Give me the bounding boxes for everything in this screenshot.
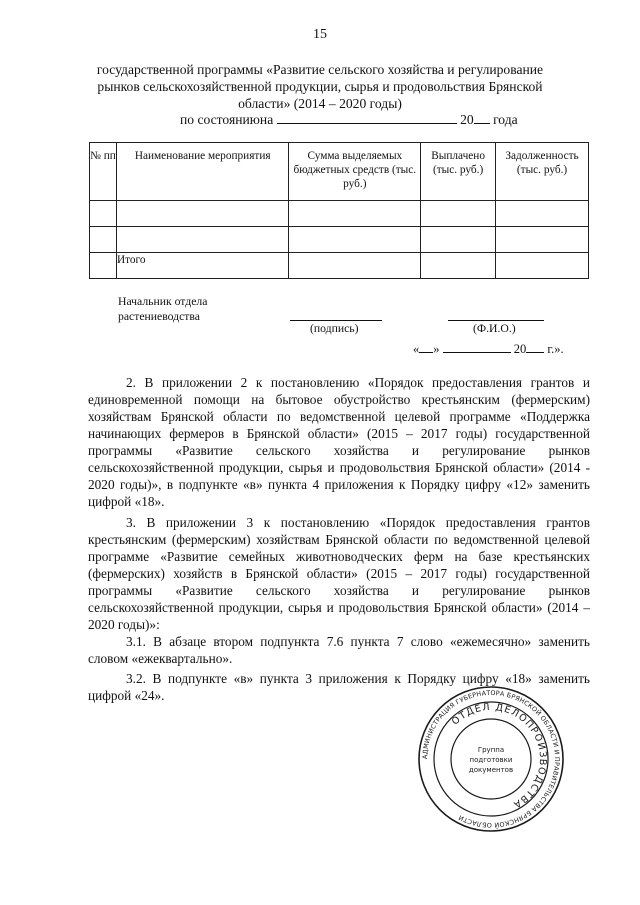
status-date-line [180, 111, 518, 128]
header-budget: Сумма выделяемых бюджетных средств (тыс. руб.) [289, 143, 421, 201]
header-debt: Задолженность (тыс. руб.) [496, 143, 589, 201]
signatory-position [118, 294, 207, 324]
heading-line-2: рынков сельскохозяйственной продукции, сырья и продовольствия Брянской [97, 79, 543, 94]
position-line-2: растениеводства [118, 310, 200, 323]
status-prefix: по состояниюна [180, 112, 274, 127]
stamp-middle-text: ОТДЕЛ ДЕЛОПРОИЗВОДСТВА [449, 701, 549, 811]
status-date-blank [277, 111, 457, 124]
date-year-blank [526, 340, 544, 353]
stamp-center-line-3: документов [468, 766, 514, 774]
document-heading [95, 61, 545, 112]
paragraph-3: 3. В приложении 3 к постановлению «Порядок предоставления грантов крестьянским (фермерским) хозяйствам Брянской области по ведомственной целевой программе «Развитие семейных животноводческих ферм на базе крестьянских (фермерских) хозяйств в Брянской области» (2015 – 2017 годы) государственной программы «Развитие сельского хозяйства и регулирование рынков сельскохозяйственной продукции, сырья и продовольствия Брянской области» (2014 – 2020 годы)»: [88, 515, 590, 632]
date-suffix: г.». [547, 342, 564, 356]
date-month-blank [443, 340, 511, 353]
position-line-1: Начальник отдела [118, 295, 208, 308]
date-quote-close: » [433, 342, 440, 356]
report-table [89, 142, 589, 279]
heading-line-3: области» (2014 – 2020 годы) [238, 96, 402, 111]
date-quote-open: « [413, 342, 420, 356]
status-year-blank [474, 111, 490, 124]
name-caption: (Ф.И.О.) [473, 322, 516, 335]
header-paid: Выплачено (тыс. руб.) [421, 143, 496, 201]
table-row [90, 227, 589, 253]
signature-line [290, 320, 382, 321]
signature-date-line [413, 340, 564, 357]
date-day-blank [419, 340, 433, 353]
signature-caption: (подпись) [310, 322, 359, 335]
paragraph-3-2: 3.2. В подпункте «в» пункта 3 приложения к Порядку цифру «18» заменить цифрой «24». [88, 671, 590, 703]
page-number: 15 [313, 27, 327, 42]
stamp-center-line-1: Группа [477, 746, 505, 754]
table-header-row [90, 143, 589, 201]
paragraph-2: 2. В приложении 2 к постановлению «Порядок предоставления грантов и единовременной помощи на бытовое обустройство крестьянским (фермерским) хозяйствам Брянской области по ведомственной целевой программе «Поддержка начинающих фермеров в Брянской области» (2015 – 2017 годы) государственной программы «Развитие сельского хозяйства и регулирование рынков сельскохозяйственной продукции, сырья и продовольствия Брянской области» (2014 - 2020 годы)», в подпункте «в» пункта 4 приложения к Порядку цифру «12» заменить цифрой «18». [88, 375, 590, 509]
header-no: № пп [90, 143, 117, 201]
stamp-center-line-2: подготовки [469, 756, 513, 764]
table-row [90, 201, 589, 227]
date-year: 20 [513, 342, 527, 356]
name-line [448, 320, 544, 321]
total-label: Итого [116, 253, 289, 279]
header-name: Наименование мероприятия [116, 143, 289, 201]
table-total-row [90, 253, 589, 279]
stamp-outer-text: АДМИНИСТРАЦИЯ ГУБЕРНАТОРА БРЯНСКОЙ ОБЛАСТИ И ПРАВИТЕЛЬСТВА БРЯНСКОЙ ОБЛАСТИ [420, 688, 562, 830]
office-stamp [416, 684, 566, 834]
heading-line-1: государственной программы «Развитие сельского хозяйства и регулирование [96, 62, 544, 77]
paragraph-3-1: 3.1. В абзаце втором подпункта 7.6 пункта 7 слово «ежемесячно» заменить словом «ежеквартально». [88, 634, 590, 666]
status-suffix: года [493, 112, 518, 127]
status-year: 20 [460, 112, 474, 127]
